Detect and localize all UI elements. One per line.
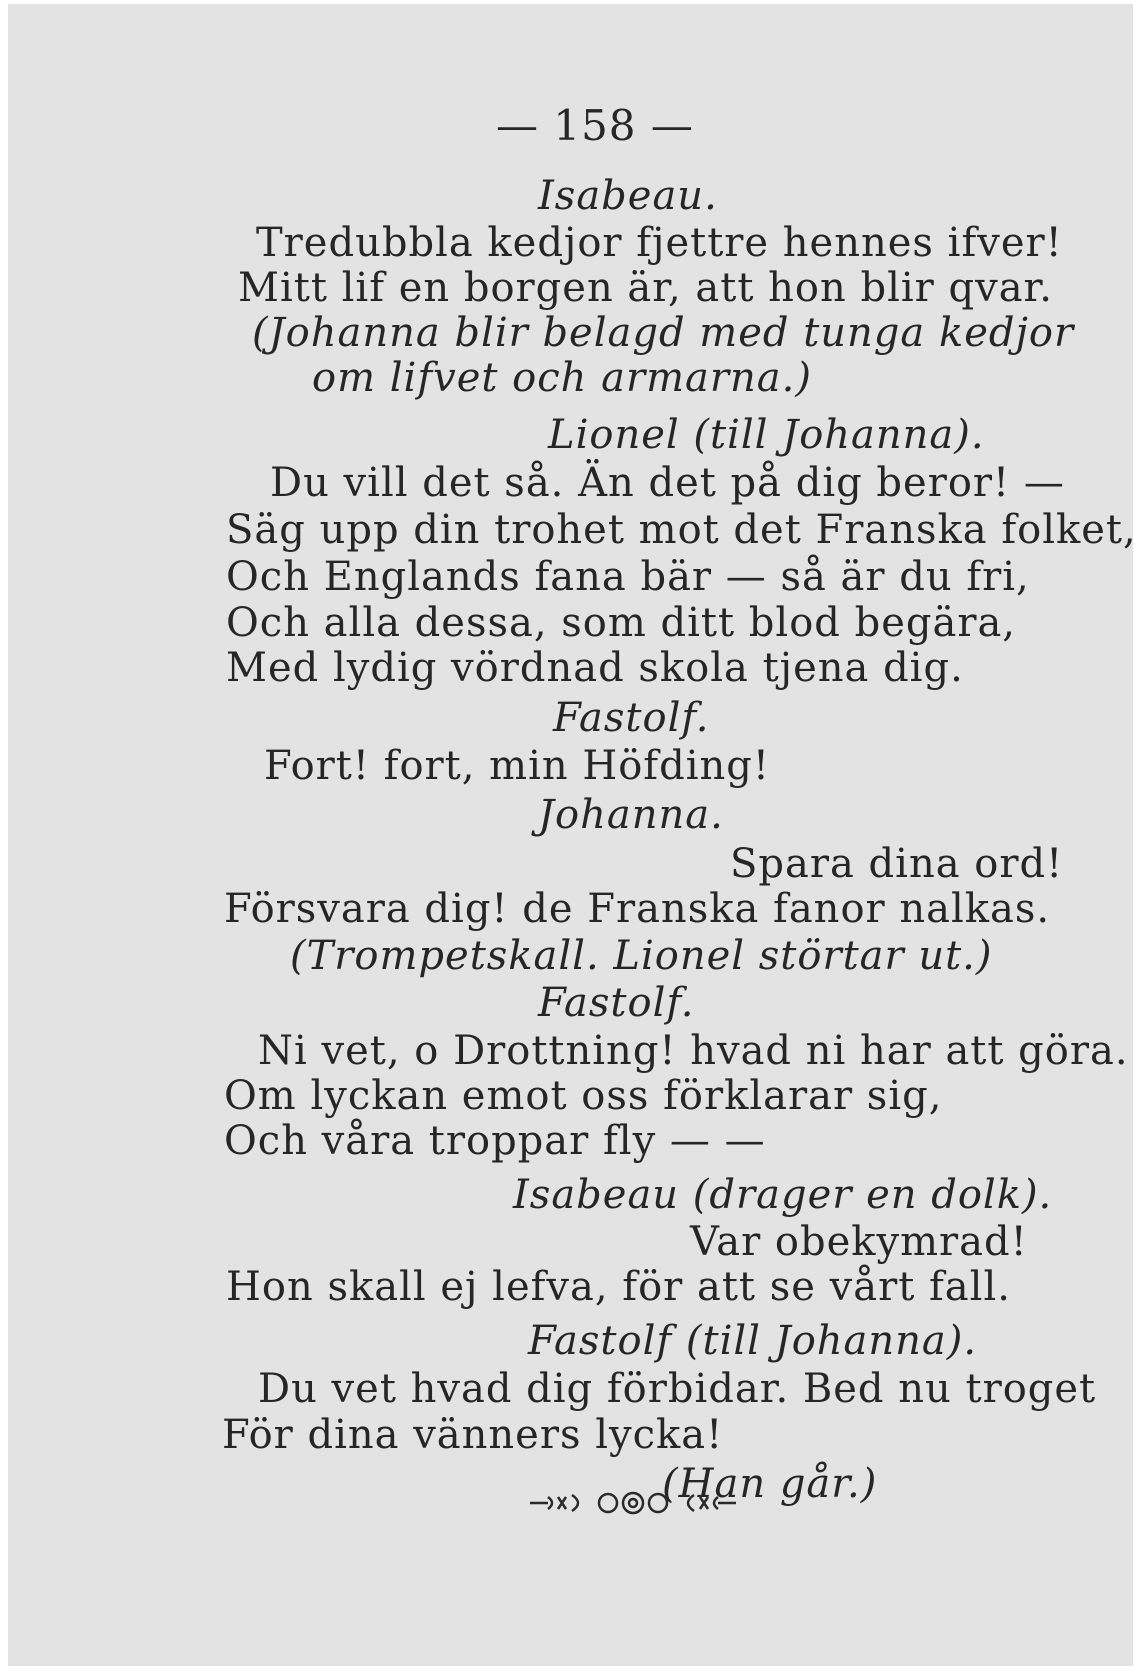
- speaker-isabeau: Isabeau (drager en dolk).: [513, 1172, 1053, 1218]
- book-page: [8, 4, 1137, 1666]
- verse-line: Mitt lif en borgen är, att hon blir qvar.: [238, 265, 1053, 311]
- speaker-johanna: Johanna.: [538, 792, 724, 838]
- speaker-fastolf: Fastolf.: [538, 980, 695, 1026]
- verse-line: Försvara dig! de Franska fanor nalkas.: [224, 886, 1051, 932]
- verse-line: För dina vänners lycka!: [222, 1412, 724, 1458]
- speaker-lionel: Lionel (till Johanna).: [548, 412, 985, 458]
- verse-line: Ni vet, o Drottning! hvad ni har att göra.: [258, 1028, 1129, 1074]
- verse-line: Om lyckan emot oss förklarar sig,: [224, 1073, 943, 1119]
- decorative-flourish-icon: [528, 1489, 738, 1517]
- page-number: — 158 —: [496, 101, 694, 150]
- stage-direction: (Trompetskall. Lionel störtar ut.): [290, 933, 993, 979]
- speaker-isabeau: Isabeau.: [538, 173, 718, 219]
- verse-line: Och våra troppar fly — —: [224, 1118, 766, 1164]
- stage-direction: om lifvet och armarna.): [312, 355, 812, 401]
- verse-line: Var obekymrad!: [690, 1219, 1028, 1265]
- stage-direction: (Johanna blir belagd med tunga kedjor: [252, 310, 1075, 356]
- verse-line: Och alla dessa, som ditt blod begära,: [226, 600, 1017, 646]
- verse-line: Spara dina ord!: [730, 841, 1064, 887]
- verse-line: Tredubbla kedjor fjettre hennes ifver!: [256, 220, 1063, 266]
- verse-line: Du vill det så. Än det på dig beror! —: [270, 460, 1065, 506]
- verse-line: Säg upp din trohet mot det Franska folket,: [226, 507, 1137, 553]
- stage-direction: (Han går.): [662, 1461, 878, 1507]
- verse-line: Hon skall ej lefva, för att se vårt fall.: [226, 1264, 1011, 1310]
- page-text: [8, 4, 1137, 1666]
- verse-line: Du vet hvad dig förbidar. Bed nu troget: [258, 1366, 1097, 1412]
- verse-line: Med lydig vördnad skola tjena dig.: [226, 645, 964, 691]
- verse-line: Fort! fort, min Höfding!: [264, 743, 770, 789]
- verse-line: Och Englands fana bär — så är du fri,: [226, 554, 1030, 600]
- speaker-fastolf: Fastolf (till Johanna).: [528, 1318, 978, 1364]
- speaker-fastolf: Fastolf.: [553, 695, 710, 741]
